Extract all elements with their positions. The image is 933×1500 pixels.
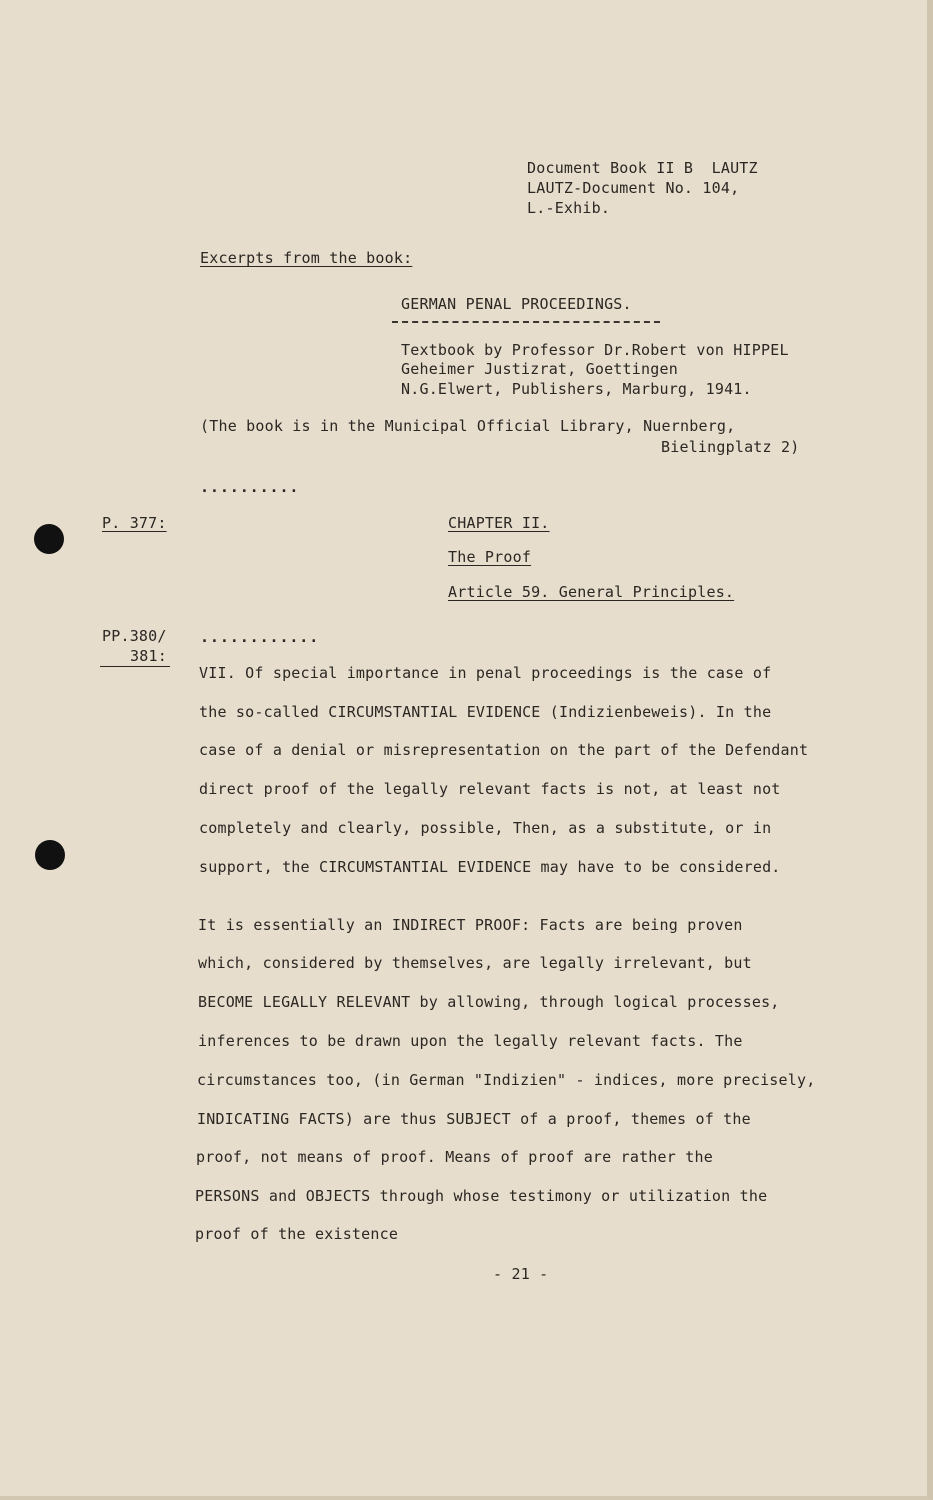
margin-page-ref-2b: 381: <box>130 647 167 665</box>
paragraph-1-line: support, the CIRCUMSTANTIAL EVIDENCE may have to be considered. <box>199 858 781 876</box>
paragraph-2-line: inferences to be drawn upon the legally relevant facts. The <box>198 1032 743 1050</box>
book-publisher: N.G.Elwert, Publishers, Marburg, 1941. <box>401 380 752 398</box>
punch-hole <box>35 840 65 870</box>
ellipsis-separator-2: ............ <box>200 628 320 646</box>
library-note-line-2: Bielingplatz 2) <box>661 438 800 456</box>
paragraph-2-line: BECOME LEGALLY RELEVANT by allowing, through logical processes, <box>198 993 780 1011</box>
paragraph-2-line: PERSONS and OBJECTS through whose testimony or utilization the <box>195 1187 768 1205</box>
book-author: Textbook by Professor Dr.Robert von HIPPEL <box>401 341 789 359</box>
library-note-line-1: (The book is in the Municipal Official Library, Nuernberg, <box>200 417 736 435</box>
paragraph-2-line: which, considered by themselves, are legally irrelevant, but <box>198 954 752 972</box>
paragraph-2-line: circumstances too, (in German "Indizien" - indices, more precisely, <box>197 1071 816 1089</box>
intro-heading: Excerpts from the book: <box>200 249 413 267</box>
title-rule <box>392 321 660 323</box>
paragraph-1-line: the so-called CIRCUMSTANTIAL EVIDENCE (Indizienbeweis). In the <box>199 703 772 721</box>
header-line-1: Document Book II B LAUTZ <box>527 159 758 177</box>
paragraph-2-line: proof of the existence <box>195 1225 399 1243</box>
margin-underline <box>100 666 170 667</box>
paragraph-1-line: case of a denial or misrepresentation on the part of the Defendant <box>199 741 809 759</box>
paragraph-1-line: direct proof of the legally relevant facts is not, at least not <box>199 780 781 798</box>
margin-page-ref-2a: PP.380/ <box>102 627 167 645</box>
chapter-subtitle: The Proof <box>448 548 532 566</box>
paragraph-2-line: INDICATING FACTS) are thus SUBJECT of a proof, themes of the <box>197 1110 751 1128</box>
header-line-3: L.-Exhib. <box>527 199 611 217</box>
header-line-2: LAUTZ-Document No. 104, <box>527 179 740 197</box>
article-heading: Article 59. General Principles. <box>448 583 735 601</box>
ellipsis-separator: .......... <box>200 478 300 496</box>
book-title: GERMAN PENAL PROCEEDINGS. <box>401 295 632 313</box>
margin-page-ref: P. 377: <box>102 514 167 532</box>
paragraph-1-line: VII. Of special importance in penal proceedings is the case of <box>199 664 772 682</box>
book-affiliation: Geheimer Justizrat, Goettingen <box>401 360 678 378</box>
punch-hole <box>34 524 64 554</box>
paragraph-2-line: It is essentially an INDIRECT PROOF: Facts are being proven <box>198 916 743 934</box>
chapter-title: CHAPTER II. <box>448 514 550 532</box>
paragraph-2-line: proof, not means of proof. Means of proof are rather the <box>196 1148 713 1166</box>
page-number: - 21 - <box>493 1265 549 1283</box>
paragraph-1-line: completely and clearly, possible, Then, as a substitute, or in <box>199 819 772 837</box>
